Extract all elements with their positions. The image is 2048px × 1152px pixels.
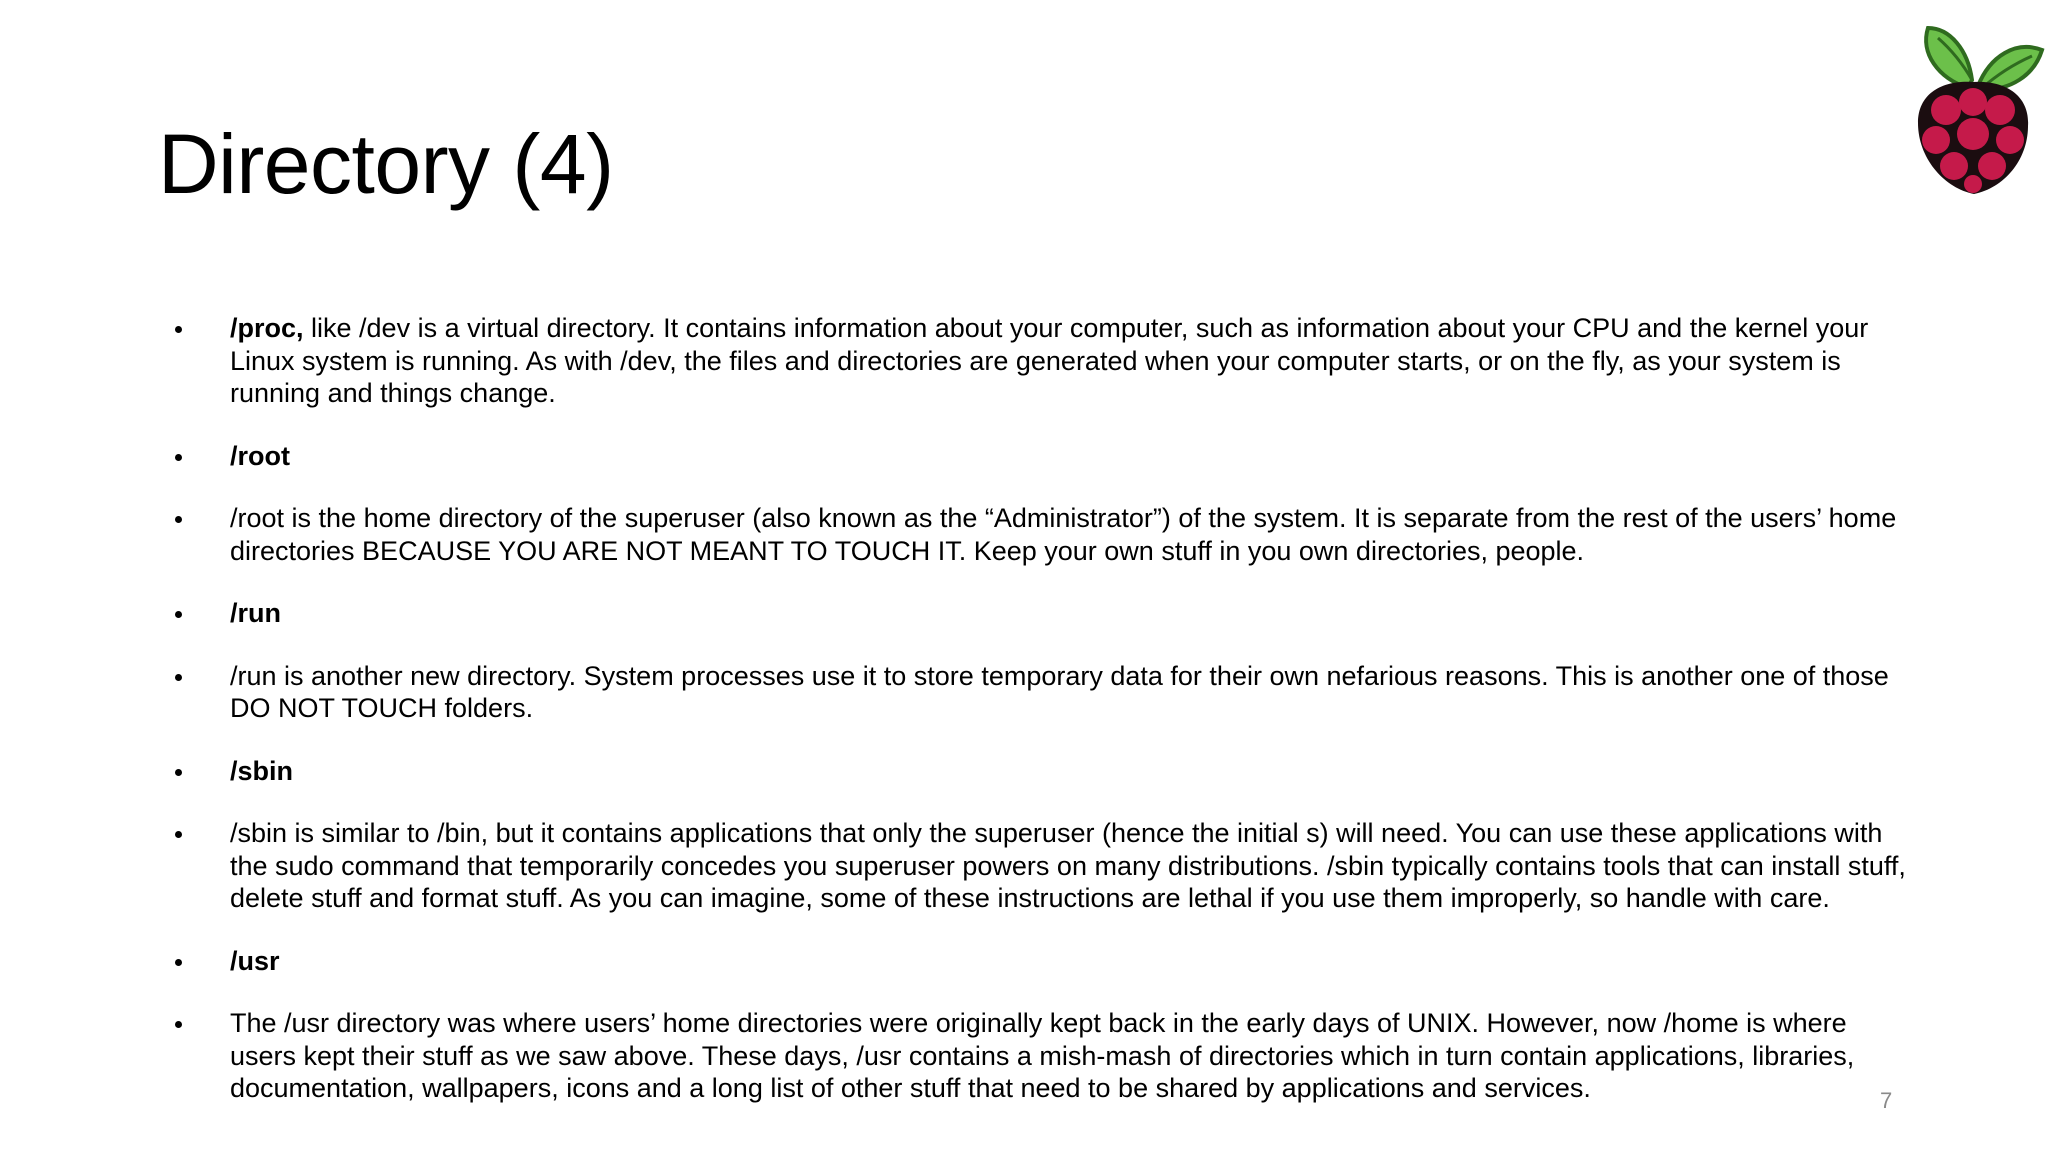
bullet-item-sbin-heading	[168, 755, 1908, 788]
bullet-heading-text: /usr	[230, 945, 280, 976]
bullet-dot	[175, 454, 182, 461]
bullet-item-root-heading	[168, 440, 1908, 473]
bullet-dot	[175, 831, 182, 838]
bullet-item-proc	[168, 312, 1908, 410]
bullet-dot	[175, 326, 182, 333]
bullet-heading-text: /run	[230, 598, 281, 628]
bullet-list	[168, 312, 1908, 1135]
bullet-item-run-heading	[168, 597, 1908, 630]
bullet-dot	[175, 516, 182, 523]
bullet-body: /sbin is similar to /bin, but it contains applications that only the superuser (hence the initial s) will need. You can use these applications with the sudo command that temporarily concedes you superuser powers on many distributions. /sbin typically contains tools that can install stuff, delete stuff and format stuff. As you can imagine, some of these instructions are lethal if you use them improperly, so handle with care.	[230, 818, 1906, 913]
bullet-item-usr-description	[168, 1007, 1908, 1105]
bullet-bold-term: /proc,	[230, 313, 304, 343]
bullet-dot	[175, 769, 182, 776]
bullet-dot	[175, 959, 182, 966]
bullet-dot	[175, 611, 182, 618]
bullet-item-sbin-description	[168, 817, 1908, 915]
raspberry-pi-logo-icon	[1898, 18, 2048, 208]
bullet-item-run-description	[168, 660, 1908, 725]
bullet-item-root-description	[168, 502, 1908, 567]
bullet-text	[230, 313, 1868, 408]
bullet-dot	[175, 1021, 182, 1028]
bullet-body: /run is another new directory. System processes use it to store temporary data for their own nefarious reasons. This is another one of those DO NOT TOUCH folders.	[230, 660, 1889, 723]
bullet-body: The /usr directory was where users’ home directories were originally kept back in the early days of UNIX. However, now /home is where users kept their stuff as we saw above. These days, /usr contains a mish-mash of directories which in turn contain applications, libraries, documentation, wallpapers, icons and a long list of other stuff that need to be shared by applications and services.	[230, 1008, 1855, 1103]
bullet-body: like /dev is a virtual directory. It contains information about your computer, such as information about your CPU and the kernel your Linux system is running. As with /dev, the files and directories are generated when your computer starts, or on the fly, as your system is running and things change.	[230, 313, 1869, 408]
bullet-heading-text: /sbin	[230, 755, 294, 786]
bullet-heading-text: /root	[230, 440, 290, 471]
slide-title: Directory (4)	[158, 117, 614, 211]
bullet-body: /root is the home directory of the superuser (also known as the “Administrator”) of the system. It is separate from the rest of the users’ home directories BECAUSE YOU ARE NOT MEANT TO TOUCH IT. Keep your own stuff in you own directories, people.	[230, 503, 1897, 566]
bullet-item-usr-heading	[168, 945, 1908, 978]
bullet-dot	[175, 674, 182, 681]
page-number: 7	[1880, 1088, 1893, 1113]
